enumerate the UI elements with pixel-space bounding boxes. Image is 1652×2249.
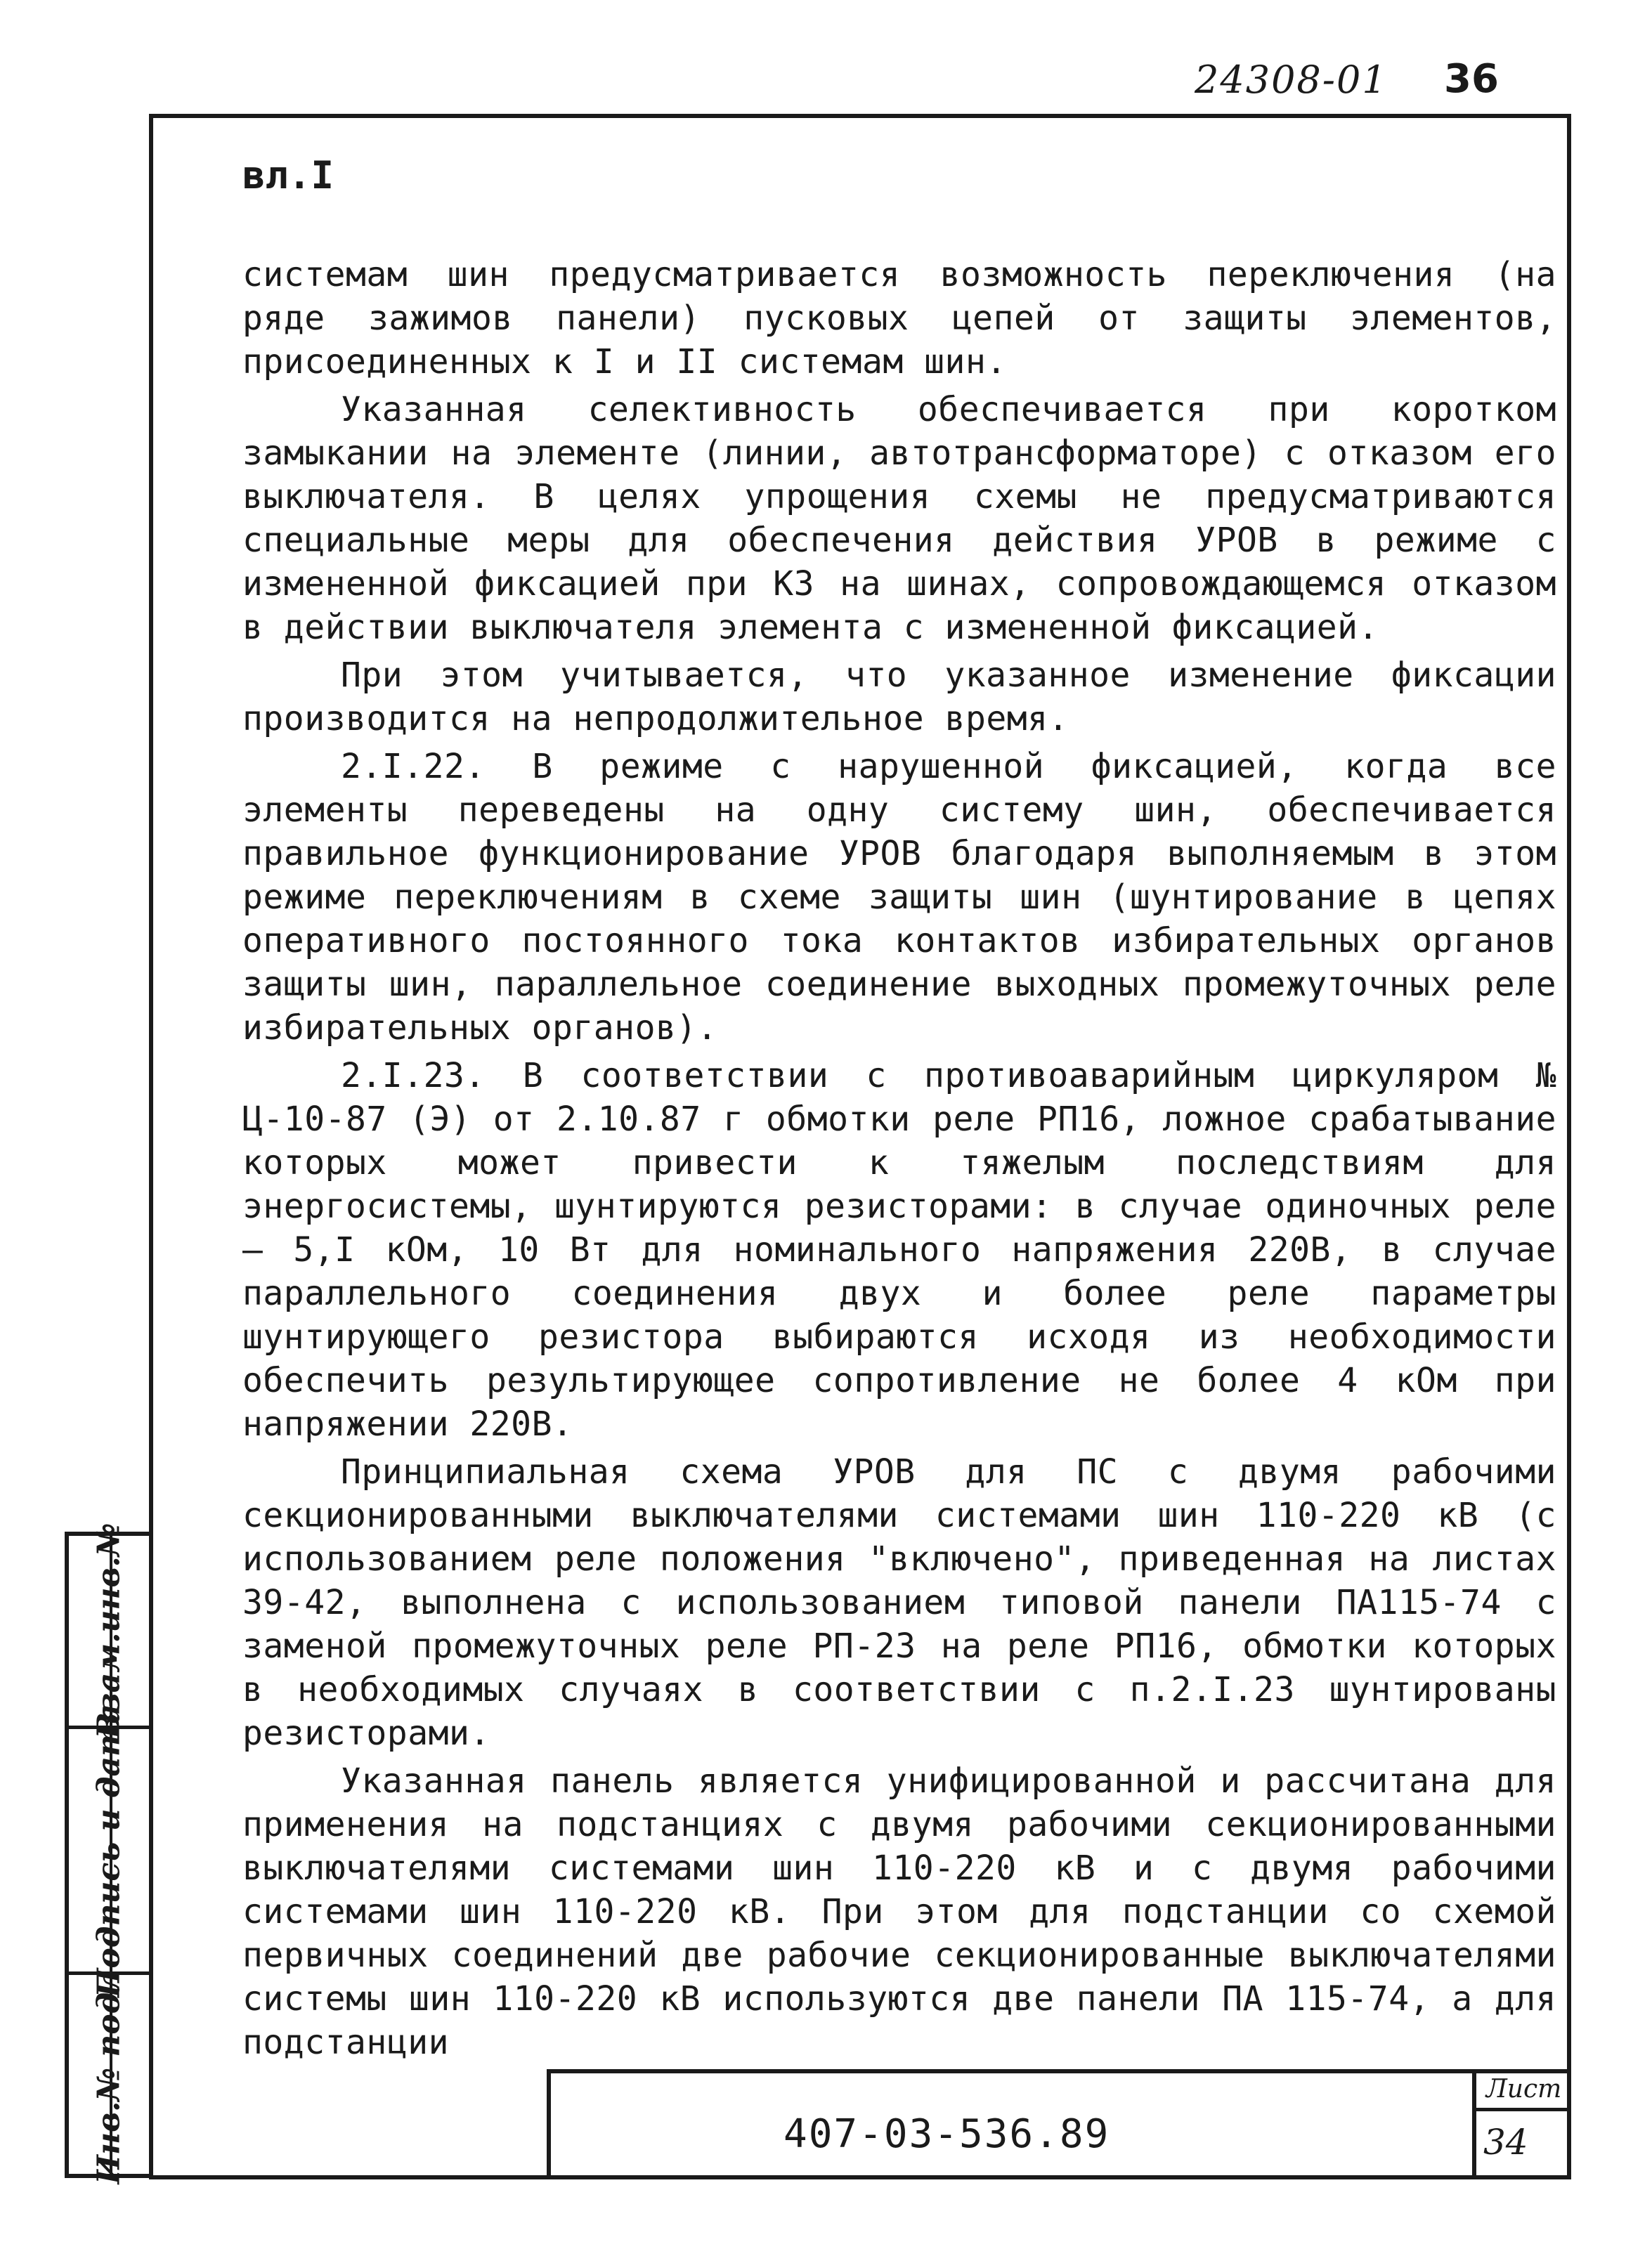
- sheet-number: 34: [1483, 2122, 1528, 2163]
- side-stamp-label: Подпись и дата: [91, 1703, 127, 1997]
- document-code: 407-03-536.89: [783, 2111, 1110, 2157]
- paragraph: Принципиальная схема УРОВ для ПС с двумя рабочими секционированными выключателями системами шин 110-220 кВ (с использованием реле положения "включено", приведенная на листах 39-42, выполнена с использованием типовой панели ПА115-74 с заменой промежуточных реле РП-23 на реле РП16, обмотки которых в необходимых случаях в соответствии с п.2.I.23 шунтированы резисторами.: [242, 1452, 1556, 1753]
- sheet-label: вл.I: [242, 153, 334, 197]
- paragraph: Указанная панель является унифицированной и рассчитана для применения на подстанциях с двумя рабочими секционированными выключателями системами шин 110-220 кВ и с двумя рабочими системами шин 110-220 кВ. При этом для подстанции со схемой первичных соединений две рабочие секционированные выключателями системы шин 110-220 кВ используются две панели ПА 115-74, а для подстанции: [242, 1761, 1556, 2062]
- side-stamp: [65, 1523, 149, 2184]
- side-stamp-label: Инв.№ подл: [91, 1969, 127, 2184]
- body-text: [242, 253, 1556, 2068]
- side-stamp-cell: [69, 1523, 149, 1739]
- side-stamp-label: Взам.инв.№: [91, 1523, 127, 1739]
- paragraph: При этом учитывается, что указанное изменение фиксации производится на непродолжительное время.: [242, 656, 1556, 738]
- paragraph: 2.I.23. В соответствии с противоаварийным циркуляром № Ц-10-87 (Э) от 2.10.87 г обмотки реле РП16, ложное срабатывание которых может привести к тяжелым последствиям для энергосистемы, шунтируются резисторами: в случае одиночных реле – 5,I кОм, 10 Вт для номинального напряжения 220В, в случае параллельного соединения двух и более реле параметры шунтирующего резистора выбираются исходя из необходимости обеспечить результирующее сопротивление не более 4 кОм при напряжении 220В.: [242, 1056, 1556, 1444]
- side-stamp-cell: [69, 1703, 149, 1997]
- sheet-header: Лист: [1476, 2069, 1571, 2111]
- handwritten-code: 24308-01: [1195, 58, 1388, 102]
- sheet-box: [1472, 2069, 1571, 2179]
- paragraph: системам шин предусматривается возможность переключения (на ряде зажимов панели) пусковых цепей от защиты элементов, присоединенных к I и II системам шин.: [242, 255, 1556, 382]
- paragraph: Указанная селективность обеспечивается при коротком замыкании на элементе (линии, автотрансформаторе) с отказом его выключателя. В целях упрощения схемы не предусматриваются специальные меры для обеспечения действия УРОВ в режиме с измененной фиксацией при КЗ на шинах, сопровождающемся отказом в действии выключателя элемента с измененной фиксацией.: [242, 390, 1556, 647]
- paragraph: 2.I.22. В режиме с нарушенной фиксацией, когда все элементы переведены на одну систему шин, обеспечивается правильное функционирование УРОВ благодаря выполняемым в этом режиме переключениям в схеме защиты шин (шунтирование в цепях оперативного постоянного тока контактов избирательных органов защиты шин, параллельное соединение выходных промежуточных реле избирательных органов).: [242, 747, 1556, 1048]
- page-number: 36: [1444, 56, 1499, 102]
- side-stamp-cell: [69, 1969, 149, 2184]
